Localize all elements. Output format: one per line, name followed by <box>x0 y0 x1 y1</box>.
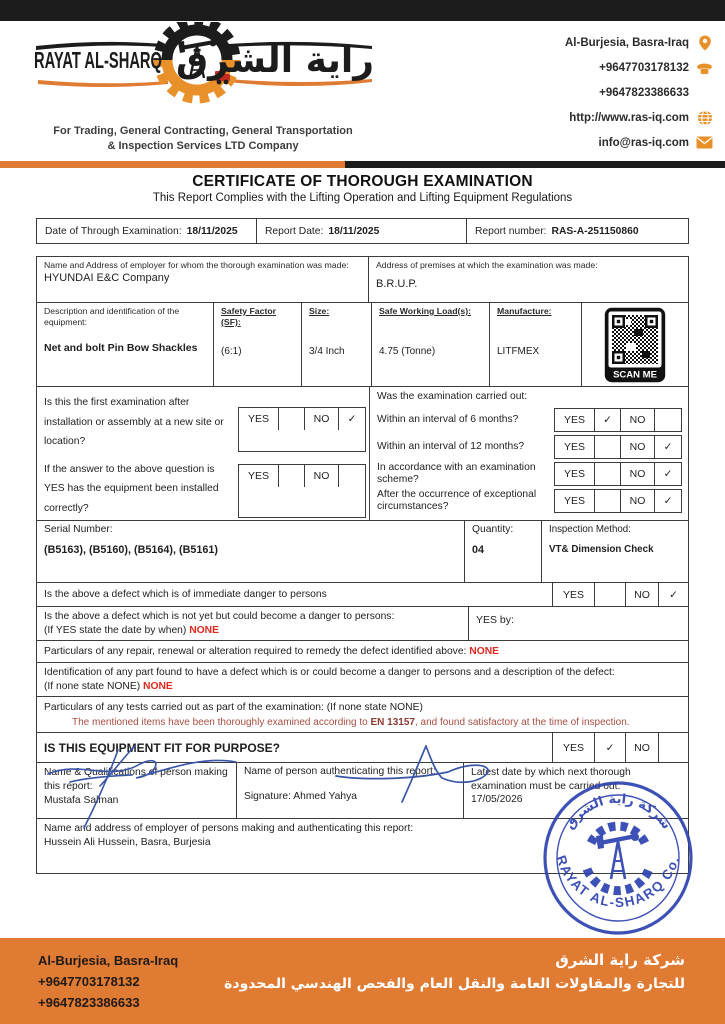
header-contact <box>565 34 713 159</box>
inspection-method-cell <box>542 521 688 582</box>
top-bar <box>0 0 725 21</box>
yes-by-cell: YES by: <box>476 614 514 626</box>
serial-row <box>37 521 688 583</box>
page-subtitle: This Report Complies with the Lifting Operation and Lifting Equipment Regulations <box>152 192 573 204</box>
immediate-danger-row <box>37 583 688 607</box>
question-first-exam-text: Is this the first examination after installation or assembly at a new site or location? <box>44 397 224 447</box>
serial-value: (B5163), (B5160), (B5164), (B5161) <box>44 544 219 556</box>
no-checkbox[interactable]: ✓ <box>347 413 357 425</box>
tests-cell <box>37 697 688 732</box>
premises-value: B.R.U.P. <box>376 278 418 290</box>
question-6-months <box>377 408 688 432</box>
footer-address: Al-Burjesia, Basra-Iraq <box>38 953 179 968</box>
report-employer-row <box>37 819 688 873</box>
authenticator-label: Name of person authenticating this report: <box>244 766 436 777</box>
notyet-danger-line2 <box>44 624 461 638</box>
footer-arabic <box>224 948 685 996</box>
manufacture-cell <box>490 303 582 386</box>
notyet-danger-cell <box>37 607 469 640</box>
manufacture-label: Manufacture: <box>497 306 552 316</box>
report-maker-name: Mustafa Salman <box>44 795 119 806</box>
question-first-exam-answers <box>238 407 366 452</box>
question-exam-scheme-text: In accordance with an examination scheme? <box>377 462 536 485</box>
signatures-row <box>37 763 688 819</box>
stamp-arabic-text: شركة راية الشرق <box>562 791 674 833</box>
yes-label: YES <box>239 408 279 430</box>
no-checkbox[interactable]: ✓ <box>663 495 673 507</box>
globe-icon <box>696 109 713 126</box>
size-cell <box>302 303 372 386</box>
contact-address-text: Al-Burjesia, Basra-Iraq <box>565 36 689 49</box>
exam-date-value: 18/11/2025 <box>186 225 238 237</box>
swl-value: 4.75 (Tonne) <box>379 346 436 357</box>
yes-checkbox[interactable] <box>279 465 305 487</box>
location-pin-icon <box>696 34 713 51</box>
identification-line2-pre: (If none state NONE) <box>44 681 144 692</box>
logo-graphic <box>22 22 384 122</box>
tagline-line2: & Inspection Services LTD Company <box>107 140 299 152</box>
no-label: NO <box>621 436 655 458</box>
tests-row <box>37 697 688 733</box>
no-checkbox[interactable]: ✓ <box>658 583 688 606</box>
report-date-label: Report Date: <box>265 225 324 237</box>
fit-for-purpose-row <box>37 733 688 763</box>
yes-label: YES <box>552 583 594 606</box>
no-label: NO <box>305 408 339 430</box>
yes-checkbox[interactable] <box>594 583 625 606</box>
identification-line1: Identification of any part found to have a defect which is or could become a danger to persons and a description of the defect: <box>44 667 615 678</box>
question-first-exam <box>44 393 369 452</box>
header-divider <box>0 161 725 168</box>
notyet-danger-none: NONE <box>189 625 219 636</box>
stamp-english-text: RAYAT AL-SHARQ Co. <box>553 853 683 911</box>
premises-label: Address of premises at which the examination was made: <box>376 260 598 270</box>
tests-line1: Particulars of any tests carried out as part of the examination: (If none state NONE) <box>44 702 423 713</box>
safety-factor-cell <box>214 303 302 386</box>
envelope-icon <box>696 134 713 151</box>
yes-checkbox[interactable]: ✓ <box>594 733 625 762</box>
exam-date-cell <box>37 219 257 243</box>
notyet-danger-row <box>37 607 688 641</box>
meta-row <box>36 218 689 244</box>
questions-row <box>37 387 688 521</box>
yes-checkbox[interactable] <box>595 490 621 512</box>
page-title: CERTIFICATE OF THOROUGH EXAMINATION <box>192 173 533 190</box>
manufacture-value: LITFMEX <box>497 346 540 357</box>
carried-out-header: Was the examination carried out: <box>377 391 528 402</box>
no-label: NO <box>625 733 658 762</box>
employer-row <box>37 257 688 303</box>
equipment-desc-value: Net and bolt Pin Bow Shackles <box>44 342 198 354</box>
yes-label: YES <box>555 409 595 431</box>
identification-row <box>37 663 688 697</box>
next-exam-label: Latest date by which next thorough examination must be carried out: <box>471 767 631 792</box>
yes-label: YES <box>555 463 595 485</box>
exam-date-label: Date of Through Examination: <box>45 225 182 237</box>
company-logo <box>22 22 384 162</box>
safety-factor-label: Safety Factor (SF): <box>221 306 277 327</box>
question-exam-scheme <box>377 462 688 486</box>
question-installed-correctly-answers <box>238 464 366 519</box>
report-number-label: Report number: <box>475 225 547 237</box>
report-number-cell <box>467 219 688 243</box>
yes-label: YES <box>552 733 594 762</box>
yes-label: YES <box>555 490 595 512</box>
tests-note-post: , and found satisfactory at the time of inspection. <box>415 717 630 728</box>
inspection-method-label: Inspection Method: <box>549 524 631 535</box>
contact-website <box>565 109 713 126</box>
quantity-value: 04 <box>472 544 485 556</box>
footer-arabic-line1: شركة راية الشرق <box>555 951 685 969</box>
report-date-value: 18/11/2025 <box>328 225 380 237</box>
qr-scan-me-label: SCAN ME <box>613 369 657 380</box>
no-checkbox[interactable] <box>658 733 688 762</box>
authenticator-cell <box>237 763 464 818</box>
question-12-months <box>377 435 688 459</box>
report-date-cell <box>257 219 467 243</box>
no-checkbox[interactable]: ✓ <box>663 468 673 480</box>
immediate-danger-answers <box>552 583 688 606</box>
report-maker-label: Name & Qualifications of person making this report: <box>44 767 228 792</box>
yes-checkbox[interactable] <box>279 408 305 430</box>
employer-cell <box>37 257 369 302</box>
next-exam-date: 17/05/2026 <box>471 794 523 805</box>
fit-for-purpose-answers <box>552 733 688 762</box>
footer-contact <box>38 950 178 1013</box>
immediate-danger-text: Is the above a defect which is of immediate danger to persons <box>44 589 327 600</box>
report-employer-cell <box>37 819 688 873</box>
footer-bar <box>0 938 725 1024</box>
tests-note-pre: The mentioned items have been thoroughly examined according to <box>72 717 371 728</box>
no-label: NO <box>625 583 658 606</box>
question-exceptional <box>377 489 688 513</box>
no-label: NO <box>621 409 655 431</box>
equipment-row <box>37 303 688 387</box>
question-installed-correctly-text: If the answer to the above question is YES has the equipment been installed correctly? <box>44 463 219 514</box>
equipment-desc-label: Description and identification of the equipment: <box>44 306 180 327</box>
no-checkbox[interactable] <box>655 409 681 431</box>
size-value: 3/4 Inch <box>309 346 345 357</box>
equipment-desc-cell <box>37 303 214 386</box>
contact-email-text: info@ras-iq.com <box>598 136 689 149</box>
company-name-ar: راية الشرق <box>175 40 374 81</box>
no-checkbox[interactable] <box>339 465 365 487</box>
footer-phone1: +9647703178132 <box>38 974 140 989</box>
question-installed-correctly <box>44 460 369 519</box>
tests-note-standard: EN 13157 <box>370 717 415 728</box>
repair-row <box>37 641 688 663</box>
fit-for-purpose-text: IS THIS EQUIPMENT FIT FOR PURPOSE? <box>44 740 281 755</box>
yes-checkbox[interactable] <box>595 436 621 458</box>
no-label: NO <box>305 465 339 487</box>
size-label: Size: <box>309 306 330 316</box>
repair-text: Particulars of any repair, renewal or alteration required to remedy the defect identified above: <box>44 646 467 657</box>
quantity-cell <box>465 521 542 582</box>
premises-cell <box>369 257 688 302</box>
phone-icon <box>696 59 713 76</box>
identification-none: NONE <box>143 681 173 692</box>
no-label: NO <box>621 463 655 485</box>
qr-cell <box>582 303 688 386</box>
report-maker-cell <box>37 763 237 818</box>
serial-cell <box>37 521 465 582</box>
employer-label: Name and Address of employer for whom the thorough examination was made: <box>44 260 349 270</box>
identification-line2 <box>44 680 681 694</box>
next-exam-cell <box>464 763 688 818</box>
yes-label: YES <box>239 465 279 487</box>
authenticator-signature: Signature: Ahmed Yahya <box>244 791 357 802</box>
empty-icon-slot <box>696 84 713 101</box>
safety-factor-value: (6:1) <box>221 346 242 357</box>
contact-phone1 <box>565 59 713 76</box>
qr-code <box>604 307 666 383</box>
question-exceptional-text: After the occurrence of exceptional circumstances? <box>377 489 537 512</box>
contact-address <box>565 34 713 51</box>
repair-none: NONE <box>469 646 500 657</box>
notyet-danger-line1: Is the above a defect which is not yet but could become a danger to persons: <box>44 611 395 622</box>
questions-left-pane <box>37 387 370 520</box>
tests-note <box>44 715 681 730</box>
contact-phone2-text: +9647823386633 <box>599 86 689 99</box>
tagline-line1: For Trading, General Contracting, General Transportation <box>53 125 353 137</box>
company-name-en: RAYAT AL-SHARQ <box>34 47 162 73</box>
no-checkbox[interactable]: ✓ <box>663 441 673 453</box>
report-employer-value: Hussein Ali Hussein, Basra, Burjesia <box>44 837 211 848</box>
contact-phone2 <box>565 84 713 101</box>
serial-label: Serial Number: <box>44 524 113 535</box>
footer-arabic-line2: للتجارة والمقاولات العامة والنقل العام والفحص الهندسي المحدودة <box>224 976 685 992</box>
no-label: NO <box>621 490 655 512</box>
main-table <box>36 256 689 874</box>
contact-phone1-text: +9647703178132 <box>599 61 689 74</box>
swl-label: Safe Working Load(s): <box>379 306 472 316</box>
identification-cell <box>37 663 688 696</box>
yes-checkbox[interactable]: ✓ <box>595 409 621 431</box>
yes-checkbox[interactable] <box>595 463 621 485</box>
question-6-months-text: Within an interval of 6 months? <box>377 414 519 425</box>
contact-website-text: http://www.ras-iq.com <box>569 111 689 124</box>
footer-phone2: +9647823386633 <box>38 995 140 1010</box>
employer-value: HYUNDAI E&C Company <box>44 272 170 284</box>
inspection-method-value: VT& Dimension Check <box>549 544 654 555</box>
contact-email <box>565 134 713 151</box>
notyet-danger-line2-pre: (If YES state the date by when) <box>44 625 190 636</box>
report-number-value: RAS-A-251150860 <box>551 225 639 237</box>
swl-cell <box>372 303 490 386</box>
repair-cell <box>37 641 688 662</box>
yes-label: YES <box>555 436 595 458</box>
questions-right-pane <box>370 387 688 520</box>
question-12-months-text: Within an interval of 12 months? <box>377 441 525 452</box>
quantity-label: Quantity: <box>472 524 514 535</box>
report-employer-label: Name and address of employer of persons making and authenticating this report: <box>44 823 414 834</box>
